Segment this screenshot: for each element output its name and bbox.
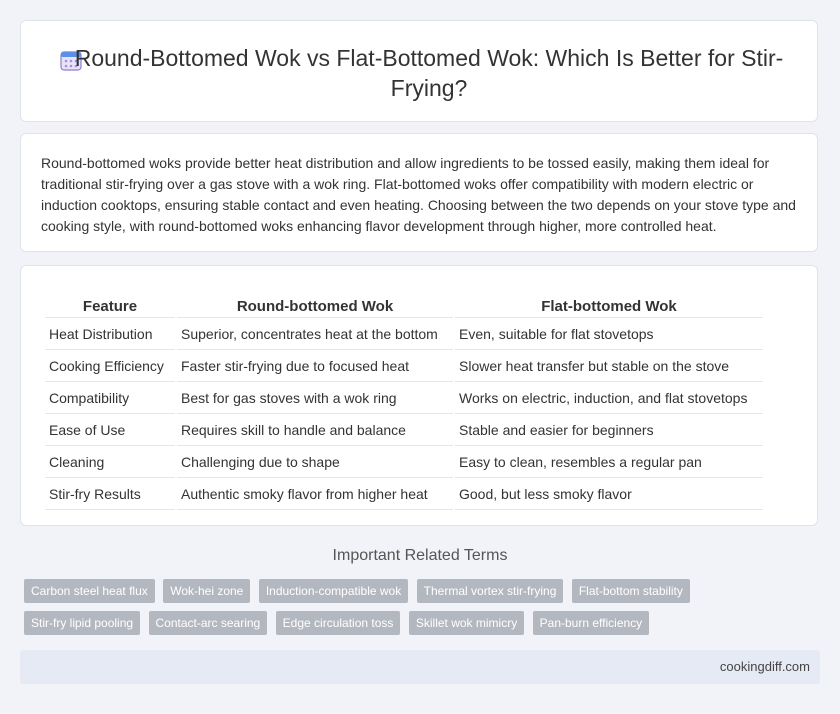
summary-text: Round-bottomed woks provide better heat distribution and allow ingredients to be tossed easily, making them ideal for traditional stir-frying over a gas stove with a wok ring. Flat-bottomed woks offer compatibility with modern electric or induction cooktops, ensuring stable contact and even heating. Choosing between the two depends on your stove type and cooking style, with round-bottomed woks enhancing flavor development through higher, more controlled heat. <box>41 155 796 234</box>
table-row <box>45 318 763 350</box>
table-row <box>45 446 763 478</box>
table-cell: Stir-fry Results <box>45 478 175 510</box>
site-link[interactable]: cookingdiff.com <box>719 659 810 674</box>
header-card <box>20 20 818 122</box>
term-tag[interactable]: Wok-hei zone <box>163 579 250 603</box>
table-cell: Heat Distribution <box>45 318 175 350</box>
table-header-row <box>45 294 763 318</box>
table-cell: Compatibility <box>45 382 175 414</box>
column-header: Flat-bottomed Wok <box>455 294 763 318</box>
summary-card <box>20 133 818 252</box>
table-row <box>45 382 763 414</box>
table-cell: Stable and easier for beginners <box>455 414 763 446</box>
related-terms-title: Important Related Terms <box>332 547 508 564</box>
column-header: Round-bottomed Wok <box>177 294 453 318</box>
term-tag[interactable]: Contact-arc searing <box>149 611 268 635</box>
table-cell: Slower heat transfer but stable on the stove <box>455 350 763 382</box>
table-cell: Faster stir-frying due to focused heat <box>177 350 453 382</box>
term-tag[interactable]: Flat-bottom stability <box>572 579 690 603</box>
table-cell: Good, but less smoky flavor <box>455 478 763 510</box>
term-tag[interactable]: Skillet wok mimicry <box>409 611 524 635</box>
table-cell: Superior, concentrates heat at the bottom <box>177 318 453 350</box>
table-cell: Cooking Efficiency <box>45 350 175 382</box>
page-title: Round-Bottomed Wok vs Flat-Bottomed Wok: Which Is Better for Stir-Frying? <box>74 45 784 101</box>
table-cell: Even, suitable for flat stovetops <box>455 318 763 350</box>
table-row <box>45 414 763 446</box>
comparison-table <box>43 294 765 510</box>
comparison-card <box>20 265 818 526</box>
table-cell: Best for gas stoves with a wok ring <box>177 382 453 414</box>
table-cell: Requires skill to handle and balance <box>177 414 453 446</box>
table-cell: Cleaning <box>45 446 175 478</box>
table-row <box>45 350 763 382</box>
term-tag[interactable]: Stir-fry lipid pooling <box>24 611 140 635</box>
term-tag[interactable]: Carbon steel heat flux <box>24 579 155 603</box>
term-tag[interactable]: Induction-compatible wok <box>259 579 408 603</box>
table-cell: Authentic smoky flavor from higher heat <box>177 478 453 510</box>
term-tag[interactable]: Edge circulation toss <box>276 611 401 635</box>
table-row <box>45 478 763 510</box>
table-cell: Easy to clean, resembles a regular pan <box>455 446 763 478</box>
column-header: Feature <box>45 294 175 318</box>
footer <box>20 650 820 684</box>
table-cell: Challenging due to shape <box>177 446 453 478</box>
related-terms-list <box>24 579 824 643</box>
table-cell: Works on electric, induction, and flat stovetops <box>455 382 763 414</box>
table-cell: Ease of Use <box>45 414 175 446</box>
term-tag[interactable]: Pan-burn efficiency <box>533 611 650 635</box>
term-tag[interactable]: Thermal vortex stir-frying <box>417 579 564 603</box>
